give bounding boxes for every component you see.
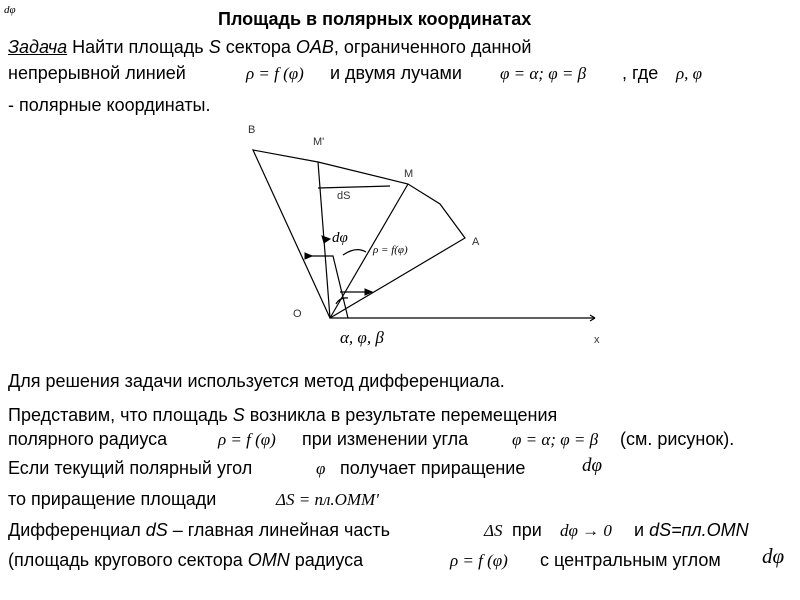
body-line-6-end — [634, 519, 749, 541]
body-line-6 — [8, 519, 390, 541]
body-text: возникла в результате перемещения — [244, 405, 558, 425]
label-A: A — [472, 236, 480, 248]
label-O: O — [293, 308, 302, 320]
label-M-prime: M' — [313, 136, 325, 148]
body-line-7 — [8, 549, 363, 571]
formula-rho: ρ = f (φ) — [246, 64, 304, 83]
dphi-arc — [343, 250, 366, 255]
arrow-left-icon — [305, 253, 312, 259]
label-dS: dS — [337, 190, 351, 202]
corner-mark: dφ — [4, 4, 16, 16]
step-path — [306, 256, 348, 318]
phi-symbol: φ — [316, 459, 326, 478]
task-line-2-start: непрерывной линией — [8, 63, 186, 83]
body-line-5-start: то приращение площади — [8, 489, 217, 509]
body-text: – главная линейная часть — [167, 520, 390, 540]
body-line-2 — [8, 404, 557, 426]
task-line-2-mid: и двумя лучами — [330, 63, 462, 83]
body-text: радиуса — [289, 550, 364, 570]
ds-definition: dS=пл.OMN — [649, 520, 749, 540]
dphi-symbol: dφ — [582, 455, 603, 476]
task-text: , ограниченного данной — [333, 37, 532, 57]
task-line-3: - полярные координаты. — [8, 95, 211, 115]
body-line-4-start: Если текущий полярный угол — [8, 458, 253, 478]
task-line-2-end: , где — [622, 63, 659, 83]
task-text: сектора — [220, 37, 296, 57]
body-text: Дифференциал — [8, 520, 146, 540]
angle-arc — [336, 298, 348, 304]
body-line-6-when: при — [512, 520, 542, 540]
body-line-3-start: полярного радиуса — [8, 429, 168, 449]
formula-rho-2: ρ = f (φ) — [218, 430, 276, 449]
arrow-dphi-icon — [322, 236, 330, 243]
formula-coords: ρ, φ — [676, 64, 703, 83]
formula-delta-s: ΔS = пл.OMM' — [276, 490, 379, 509]
body-line-4-mid: получает приращение — [340, 458, 526, 478]
sector-name: OMN — [247, 550, 290, 570]
body-line-3-end: (см. рисунок). — [620, 429, 735, 449]
formula-rho-3: ρ = f (φ) — [450, 551, 508, 570]
label-rho-curve: ρ = f(φ) — [373, 244, 408, 256]
ds-symbol: dS — [145, 520, 168, 540]
area-symbol: S — [232, 405, 245, 425]
label-angles: α, φ, β — [340, 328, 384, 347]
formula-rays-2: φ = α; φ = β — [512, 430, 599, 449]
body-line-7-end: с центральным углом — [540, 550, 721, 570]
formula-rays: φ = α; φ = β — [500, 64, 587, 83]
arc-MN — [318, 186, 390, 188]
body-line-3-mid: при изменении угла — [302, 429, 469, 449]
formula-limit: dφ → 0 — [560, 521, 612, 540]
label-x: x — [594, 334, 600, 346]
body-text: и — [634, 520, 650, 540]
dphi-symbol-2: dφ — [762, 544, 785, 568]
task-text: Найти площадь — [67, 37, 209, 57]
sector-name: OAB — [295, 37, 334, 57]
area-symbol: S — [208, 37, 221, 57]
label-B: B — [248, 124, 256, 136]
body-text: Представим, что площадь — [8, 405, 233, 425]
body-text: (площадь кругового сектора — [8, 550, 248, 570]
body-line-1: Для решения задачи используется метод дифференциала. — [8, 371, 505, 391]
sector-outline — [253, 150, 465, 318]
label-M: M — [404, 168, 414, 180]
label-dphi: dφ — [332, 230, 348, 246]
page-title: Площадь в полярных координатах — [218, 9, 532, 29]
delta-s-symbol: ΔS — [484, 521, 503, 540]
task-word: Задача — [8, 37, 68, 57]
